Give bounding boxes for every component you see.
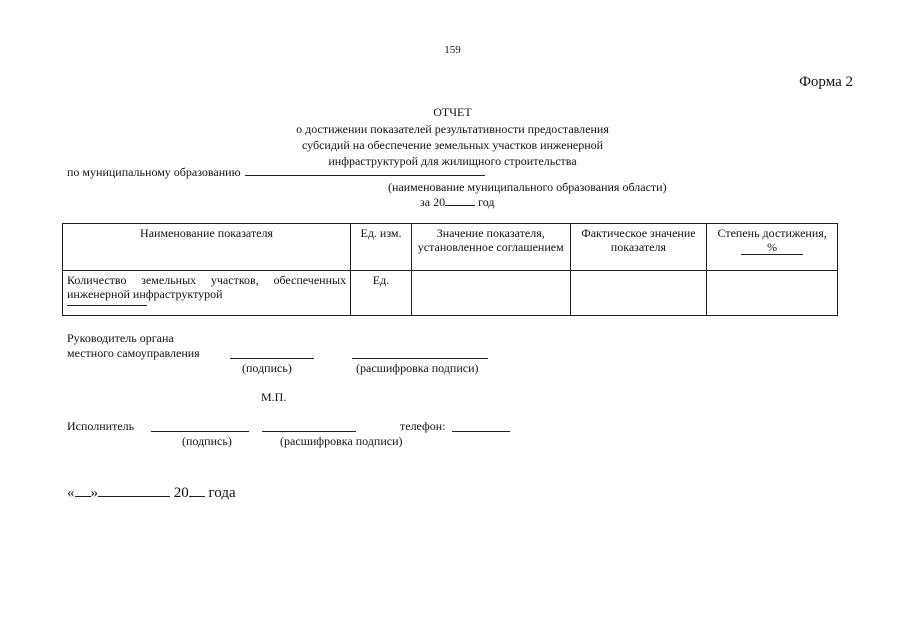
executor-phone-label: телефон: xyxy=(400,419,446,433)
date-day-blank[interactable] xyxy=(75,484,91,497)
header-degree xyxy=(707,224,838,271)
year-prefix: за 20 xyxy=(420,195,446,209)
cell-unit: Ед. xyxy=(351,271,412,316)
header-indicator-name: Наименование показателя xyxy=(63,224,351,271)
date-suffix: года xyxy=(208,485,236,501)
indicator-underline xyxy=(67,305,147,306)
municipality-blank[interactable] xyxy=(245,165,485,176)
executor-decode-caption: (расшифровка подписи) xyxy=(280,434,403,448)
subtitle-line: инфраструктурой для жилищного строительства xyxy=(328,154,577,168)
subtitle-line: о достижении показателей результативности предоставления xyxy=(296,122,609,136)
date-open-quote: « xyxy=(67,485,75,501)
cell-planned-value[interactable] xyxy=(411,271,570,316)
page-number: 159 xyxy=(444,44,461,56)
date-line xyxy=(67,484,236,502)
cell-degree[interactable] xyxy=(707,271,838,316)
municipality-label: по муниципальному образованию xyxy=(67,165,241,179)
year-row xyxy=(420,195,494,210)
date-year-prefix: 20 xyxy=(173,485,189,501)
executor-decode-blank[interactable] xyxy=(262,431,356,432)
executor-signature-caption: (подпись) xyxy=(182,434,232,448)
head-signature-blank[interactable] xyxy=(230,358,314,359)
date-year-blank[interactable] xyxy=(189,484,205,497)
year-blank[interactable] xyxy=(445,195,475,206)
head-title-line2: местного самоуправления xyxy=(67,346,200,360)
header-unit: Ед. изм. xyxy=(351,224,412,271)
year-suffix: год xyxy=(478,195,495,209)
executor-signature-blank[interactable] xyxy=(151,431,249,432)
table-header-row xyxy=(63,224,838,271)
executor-label: Исполнитель xyxy=(67,419,135,433)
form-label: Форма 2 xyxy=(799,74,853,90)
header-degree-label: Степень достижения, xyxy=(717,226,827,240)
document-title: ОТЧЕТ xyxy=(433,105,472,119)
cell-actual-value[interactable] xyxy=(570,271,707,316)
stamp-label: М.П. xyxy=(261,390,287,404)
date-month-blank[interactable] xyxy=(98,484,170,497)
head-signature-caption: (подпись) xyxy=(242,361,292,375)
cell-indicator-name xyxy=(63,271,351,316)
header-degree-unit: % xyxy=(741,240,803,255)
report-table xyxy=(62,223,838,316)
executor-phone-blank[interactable] xyxy=(452,431,510,432)
indicator-name-text: Количество земельных участков, обеспеченных инженерной инфраструктурой xyxy=(67,273,347,301)
document-subtitle xyxy=(0,121,905,169)
header-planned-value: Значение показателя, установленное соглашением xyxy=(411,224,570,271)
municipality-caption: (наименование муниципального образования области) xyxy=(388,180,667,194)
table-row xyxy=(63,271,838,316)
date-close-quote: » xyxy=(90,485,98,501)
head-decode-caption: (расшифровка подписи) xyxy=(356,361,479,375)
header-actual-value: Фактическое значение показателя xyxy=(570,224,707,271)
head-decode-blank[interactable] xyxy=(352,358,488,359)
head-title-line1: Руководитель органа xyxy=(67,331,174,345)
subtitle-line: субсидий на обеспечение земельных участков инженерной xyxy=(301,138,604,152)
municipality-row xyxy=(67,165,485,180)
